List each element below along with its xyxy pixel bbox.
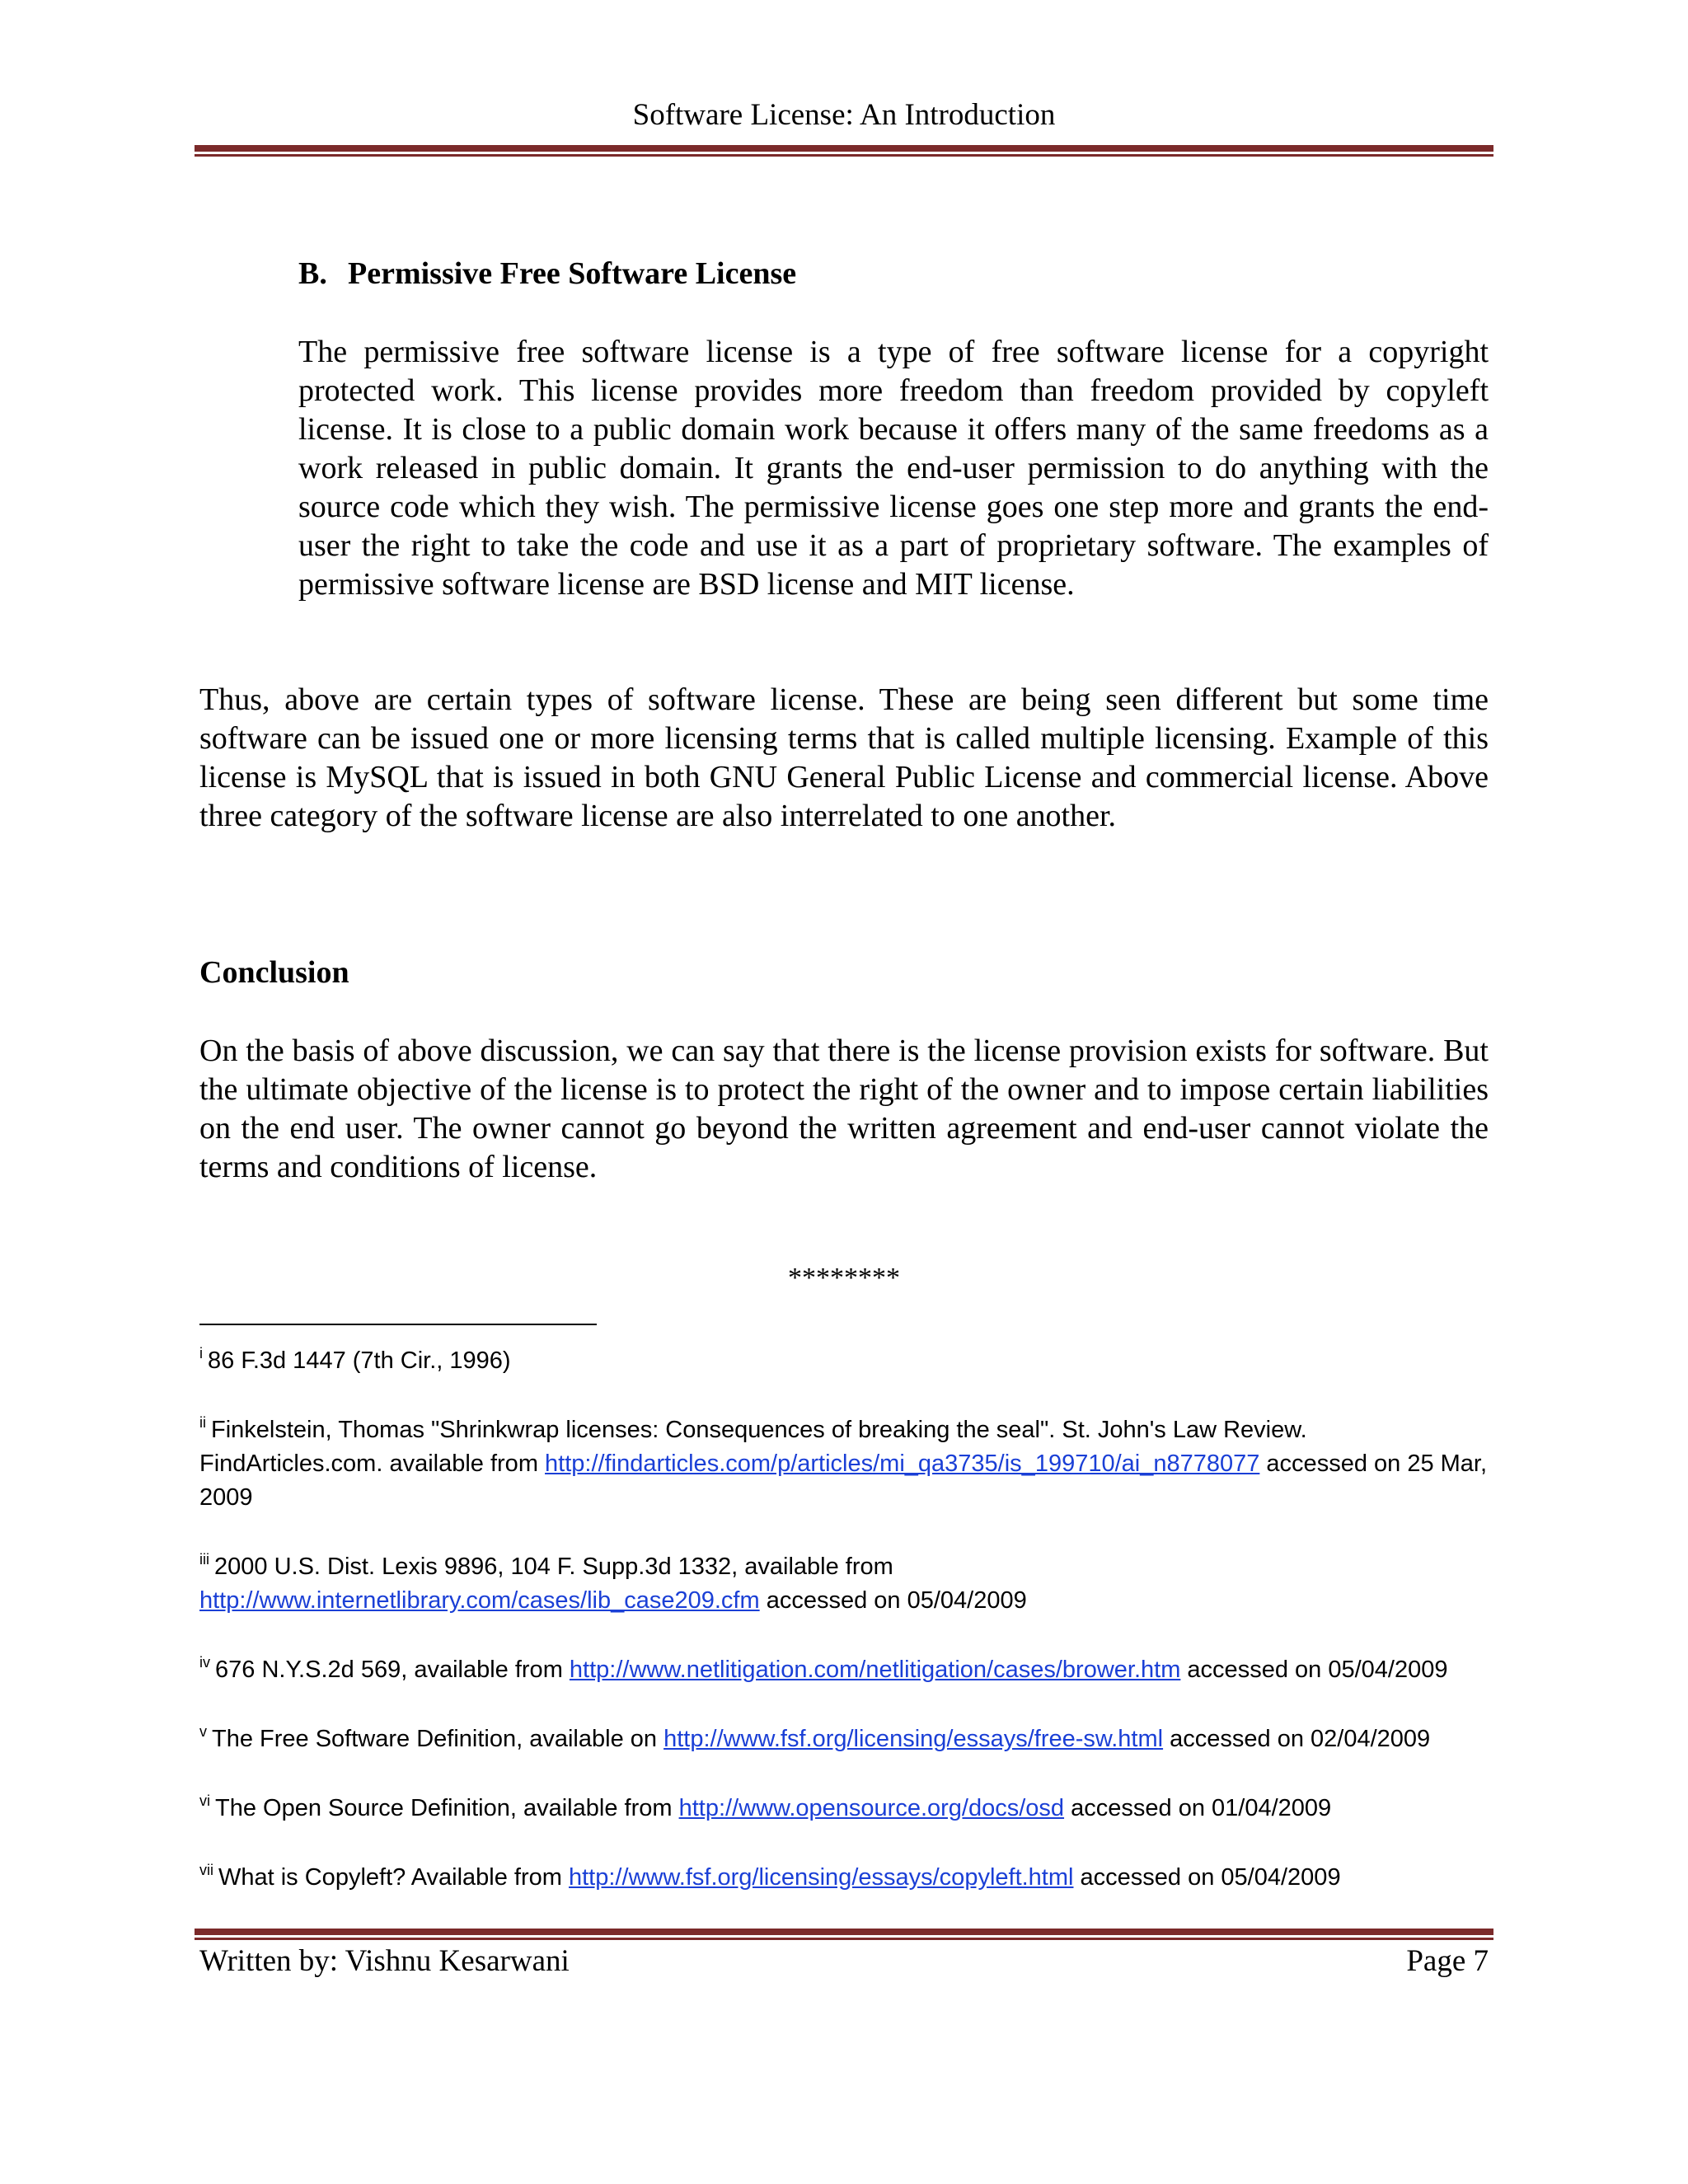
- footnote-iv: [199, 1646, 1493, 1687]
- footnote-vi: [199, 1784, 1493, 1825]
- footnote-vii: [199, 1854, 1493, 1895]
- footnotes: [199, 1337, 1493, 1923]
- footnote-accessed: accessed on 01/04/2009: [1064, 1795, 1332, 1821]
- section-letter: B.: [298, 256, 327, 291]
- footnote-link[interactable]: http://www.opensource.org/docs/osd: [678, 1795, 1065, 1821]
- end-separator: ********: [788, 1263, 900, 1293]
- footnote-ii: [199, 1406, 1493, 1515]
- footnote-accessed: accessed on 02/04/2009: [1163, 1726, 1431, 1752]
- footnote-text: The Free Software Definition, available on: [212, 1726, 664, 1752]
- conclusion-paragraph: On the basis of above discussion, we can say that there is the license provision exists for software. But the ultimate objective of the license is to protect the right of the owner and to impose certain liabilities on the end user. The owner cannot go beyond the written agreement and end-user cannot violate the terms and conditions of license.: [199, 1033, 1489, 1184]
- footnote-marker: ii: [199, 1414, 206, 1431]
- footnote-text: 676 N.Y.S.2d 569, available from: [215, 1657, 570, 1683]
- footnote-accessed: accessed on 25 Mar, 2009: [199, 1451, 1488, 1511]
- footnote-text: 2000 U.S. Dist. Lexis 9896, 104 F. Supp.3d 1332, available from: [214, 1554, 893, 1580]
- footnote-link[interactable]: http://www.fsf.org/licensing/essays/copyleft.html: [569, 1864, 1074, 1891]
- conclusion-heading: Conclusion: [199, 955, 349, 990]
- footnote-link[interactable]: http://www.internetlibrary.com/cases/lib_case209.cfm: [199, 1587, 760, 1614]
- footnote-marker: v: [199, 1723, 207, 1740]
- running-header: Software License: An Introduction: [632, 98, 1056, 132]
- footnote-link[interactable]: http://www.netlitigation.com/netlitigation/cases/brower.htm: [569, 1657, 1181, 1683]
- section-b-heading: [298, 255, 796, 292]
- footer-rule: [195, 1929, 1493, 1940]
- footnote-i: [199, 1337, 1493, 1378]
- footnote-marker: i: [199, 1345, 203, 1361]
- section-b-paragraph: The permissive free software license is a type of free software license for a copyright protected work. This license provides more freedom than freedom provided by copyleft license. It is close to a public domain work because it offers many of the same freedoms as a work released in public domain. It grants the end-user permission to do anything with the source code which they wish. The permissive license goes one step more and grants the end-user the right to take the code and use it as a part of proprietary software. The examples of permissive software license are BSD license and MIT license.: [298, 335, 1489, 602]
- footnote-marker: iii: [199, 1551, 209, 1568]
- footnote-iii: [199, 1543, 1493, 1618]
- footnote-accessed: accessed on 05/04/2009: [759, 1587, 1027, 1614]
- footnote-marker: vi: [199, 1793, 210, 1809]
- footnote-link[interactable]: http://www.fsf.org/licensing/essays/free-sw.html: [663, 1726, 1164, 1752]
- footnote-text: What is Copyleft? Available from: [218, 1864, 569, 1891]
- footnote-v: [199, 1715, 1493, 1756]
- page-number: Page 7: [1406, 1944, 1489, 1978]
- footnote-text: Finkelstein, Thomas "Shrinkwrap licenses: Consequences of breaking the seal". St. John's Law Review. FindArticles.com. available from: [199, 1417, 1307, 1477]
- footer-author: Written by: Vishnu Kesarwani: [199, 1944, 570, 1978]
- footnote-link[interactable]: http://findarticles.com/p/articles/mi_qa3735/is_199710/ai_n8778077: [545, 1451, 1260, 1477]
- footnote-marker: vii: [199, 1862, 213, 1878]
- footnote-text: The Open Source Definition, available from: [215, 1795, 679, 1821]
- footnote-text: 86 F.3d 1447 (7th Cir., 1996): [208, 1347, 511, 1374]
- footnote-marker: iv: [199, 1654, 210, 1671]
- header-rule: [195, 145, 1493, 157]
- section-title: Permissive Free Software License: [348, 256, 797, 291]
- summary-paragraph: Thus, above are certain types of software license. These are being seen different but some time software can be issued one or more licensing terms that is called multiple licensing. Example of this license is MySQL that is issued in both GNU General Public License and commercial license. Above three category of the software license are also interrelated to one another.: [199, 682, 1489, 833]
- footnote-separator: [199, 1324, 597, 1325]
- footnote-accessed: accessed on 05/04/2009: [1180, 1657, 1448, 1683]
- footnote-accessed: accessed on 05/04/2009: [1073, 1864, 1341, 1891]
